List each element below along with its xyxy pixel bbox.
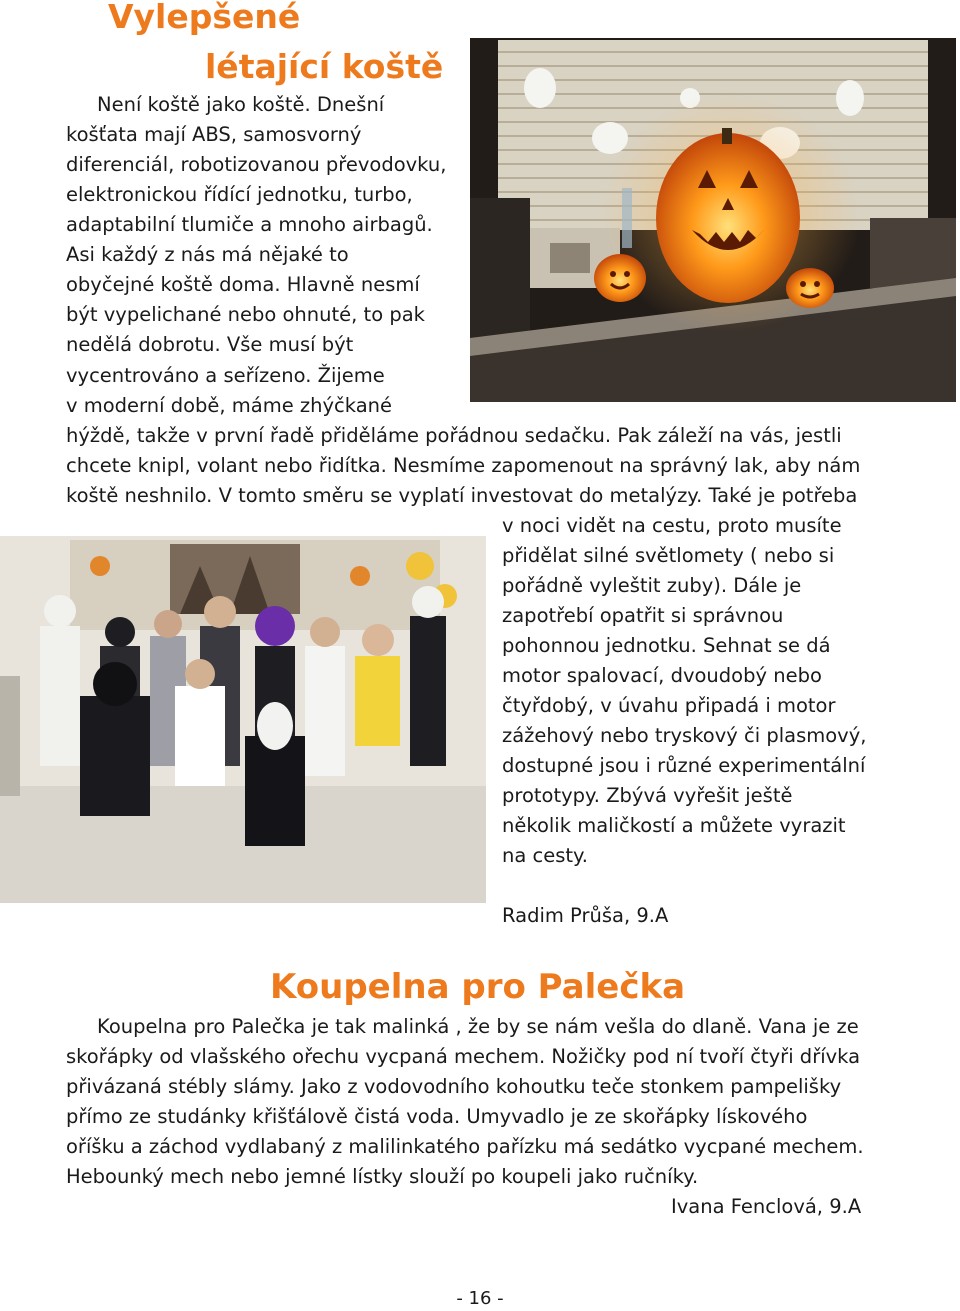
article2-author: Ivana Fenclová, 9.A bbox=[671, 1195, 862, 1218]
page-number: - 16 - bbox=[456, 1288, 504, 1309]
article2-line: přímo ze studánky křišťálově čistá voda. Umyvadlo je ze skořápky lískového bbox=[66, 1105, 808, 1128]
costume-group-photo bbox=[0, 536, 486, 903]
article1-line: v moderní době, máme zhýčkané bbox=[66, 394, 393, 417]
article1-line: Asi každý z nás má nějaké to bbox=[66, 243, 349, 266]
article1-line: adaptabilní tlumiče a mnoho airbagů. bbox=[66, 213, 433, 236]
article2-title: Koupelna pro Palečka bbox=[270, 967, 686, 1007]
article1-author: Radim Průša, 9.A bbox=[502, 904, 669, 927]
article1-line: být vypelichané nebo ohnuté, to pak bbox=[66, 303, 425, 326]
article2-line: přivázaná stébly slámy. Jako z vodovodního kohoutku teče stonkem pampelišky bbox=[66, 1075, 842, 1098]
article1-line: zapotřebí opatřit si správnou bbox=[502, 604, 784, 627]
article1-line: na cesty. bbox=[502, 844, 588, 867]
article1-line: chcete knipl, volant nebo řidítka. Nesmíme zapomenout na správný lak, aby nám bbox=[66, 454, 861, 477]
article1-line: motor spalovací, dvoudobý nebo bbox=[502, 664, 822, 687]
article1-line: obyčejné koště doma. Hlavně nesmí bbox=[66, 273, 420, 296]
article2-line: Hebounký mech nebo jemné lístky slouží po koupeli jako ručníky. bbox=[66, 1165, 699, 1188]
article1-line: diferenciál, robotizovanou převodovku, bbox=[66, 153, 447, 176]
article2-line: oříšku a záchod vydlabaný z malilinkatého pařízku má sedátko vycpané mechem. bbox=[66, 1135, 864, 1158]
article1-line: prototypy. Zbývá vyřešit ještě bbox=[502, 784, 793, 807]
article2-line: skořápky od vlašského ořechu vycpaná mechem. Nožičky pod ní tvoří čtyři dřívka bbox=[66, 1045, 861, 1068]
article1-line: čtyřdobý, v úvahu připadá i motor bbox=[502, 694, 836, 717]
article1-title-line2: létající koště bbox=[205, 47, 444, 86]
article1-line: košťata mají ABS, samosvorný bbox=[66, 123, 362, 146]
article2-line: Koupelna pro Palečka je tak malinká , že by se nám vešla do dlaně. Vana je ze bbox=[97, 1015, 859, 1038]
article1-line: přidělat silné světlomety ( nebo si bbox=[502, 544, 835, 567]
pumpkin-photo bbox=[470, 38, 956, 402]
article1-line: v noci vidět na cestu, proto musíte bbox=[502, 514, 842, 537]
article1-line: koště neshnilo. V tomto směru se vyplatí investovat do metalýzy. Také je potřeba bbox=[66, 484, 858, 507]
article1-line: zážehový nebo tryskový či plasmový, bbox=[502, 724, 867, 747]
article1-line: hýždě, takže v první řadě přiděláme pořádnou sedačku. Pak záleží na vás, jestli bbox=[66, 424, 842, 447]
article1-title-line1: Vylepšené bbox=[108, 0, 301, 36]
article1-line: vycentrováno a seřízeno. Žijeme bbox=[66, 364, 385, 387]
article1-line: Není koště jako koště. Dnešní bbox=[97, 93, 385, 116]
article1-line: dostupné jsou i různé experimentální bbox=[502, 754, 866, 777]
article1-line: nedělá dobrotu. Vše musí být bbox=[66, 333, 354, 356]
article1-line: pohonnou jednotku. Sehnat se dá bbox=[502, 634, 831, 657]
article1-line: elektronickou řídící jednotku, turbo, bbox=[66, 183, 413, 206]
article1-line: pořádně vyleštit zuby). Dále je bbox=[502, 574, 802, 597]
article1-line: několik maličkostí a můžete vyrazit bbox=[502, 814, 846, 837]
